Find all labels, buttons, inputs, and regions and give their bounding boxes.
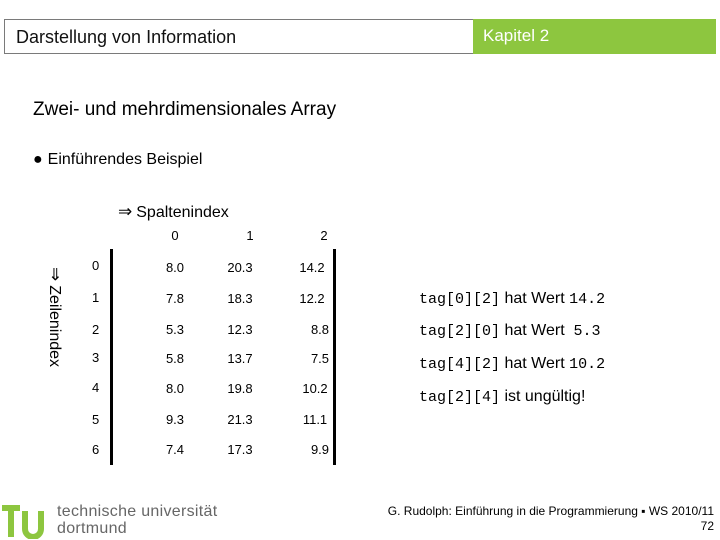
table-cell: 9.3 — [165, 412, 185, 427]
table-cell: 19.8 — [227, 381, 253, 396]
table-cell: 7.8 — [165, 291, 185, 306]
code-snippet: tag[2][0] — [419, 323, 501, 340]
down-double-arrow-icon: ⇒ — [46, 266, 65, 282]
note-line — [419, 290, 605, 308]
code-snippet: tag[0][2] — [419, 291, 501, 308]
table-cell: 8.8 — [310, 322, 330, 337]
footer-credit-text: G. Rudolph: Einführung in die Programmierung ▪ WS 2010/11 — [387, 504, 714, 518]
note-value: 5.3 — [573, 323, 601, 340]
bullet-item — [33, 151, 202, 169]
column-header-0: 0 — [171, 228, 179, 243]
code-snippet: tag[2][4] — [419, 389, 501, 406]
table-cell: 12.2 — [299, 291, 325, 306]
section-heading: Zwei- und mehrdimensionales Array — [33, 99, 337, 120]
table-cell: 12.3 — [227, 322, 253, 337]
note-text: hat Wert — [500, 290, 570, 307]
footer-credit — [388, 504, 714, 534]
chapter-badge — [473, 19, 716, 54]
column-axis-text: Spaltenindex — [136, 204, 229, 221]
note-line — [419, 355, 605, 373]
note-value: 10.2 — [569, 356, 606, 373]
note-text: ist ungültig! — [500, 388, 586, 405]
table-cell: 8.0 — [165, 381, 185, 396]
row-index-2: 2 — [92, 322, 100, 337]
table-cell: 18.3 — [227, 291, 253, 306]
table-cell: 10.2 — [302, 381, 328, 396]
page-number: 72 — [700, 519, 714, 533]
note-line — [419, 322, 601, 340]
table-cell: 17.3 — [227, 442, 253, 457]
logo-text-line2: dortmund — [57, 520, 127, 537]
table-cell: 20.3 — [227, 260, 253, 275]
row-axis-label — [40, 252, 70, 382]
note-text: hat Wert — [500, 355, 570, 372]
bullet-dot-icon: ● — [33, 151, 43, 168]
table-cell: 13.7 — [227, 351, 253, 366]
title-box — [4, 19, 482, 54]
chapter-label: Kapitel 2 — [483, 26, 550, 45]
code-snippet: tag[4][2] — [419, 356, 501, 373]
bullet-text: Einführendes Beispiel — [47, 151, 203, 168]
table-cell: 21.3 — [227, 412, 253, 427]
slide-title: Darstellung von Information — [16, 27, 237, 47]
column-axis-label — [118, 202, 229, 222]
table-cell: 7.5 — [310, 351, 330, 366]
row-index-5: 5 — [92, 412, 100, 427]
row-index-3: 3 — [92, 350, 100, 365]
table-cell: 9.9 — [310, 442, 330, 457]
note-value: 14.2 — [569, 291, 606, 308]
column-header-2: 2 — [320, 228, 328, 243]
table-cell: 7.4 — [165, 442, 185, 457]
table-cell: 14.2 — [299, 260, 325, 275]
tu-logo-icon — [2, 503, 48, 539]
note-line — [419, 388, 585, 406]
right-double-arrow-icon: ⇒ — [118, 202, 133, 221]
table-cell: 11.1 — [302, 412, 328, 427]
table-cell: 5.3 — [165, 322, 185, 337]
slide-header — [0, 0, 720, 62]
row-index-4: 4 — [92, 380, 100, 395]
table-cell: 5.8 — [165, 351, 185, 366]
row-index-6: 6 — [92, 442, 100, 457]
row-index-0: 0 — [92, 258, 100, 273]
row-index-1: 1 — [92, 290, 100, 305]
table-cell: 8.0 — [165, 260, 185, 275]
logo-text-line1: technische universität — [57, 503, 218, 520]
row-axis-text: Zeilenindex — [46, 285, 63, 368]
note-text: hat Wert — [500, 322, 574, 339]
column-header-1: 1 — [246, 228, 254, 243]
